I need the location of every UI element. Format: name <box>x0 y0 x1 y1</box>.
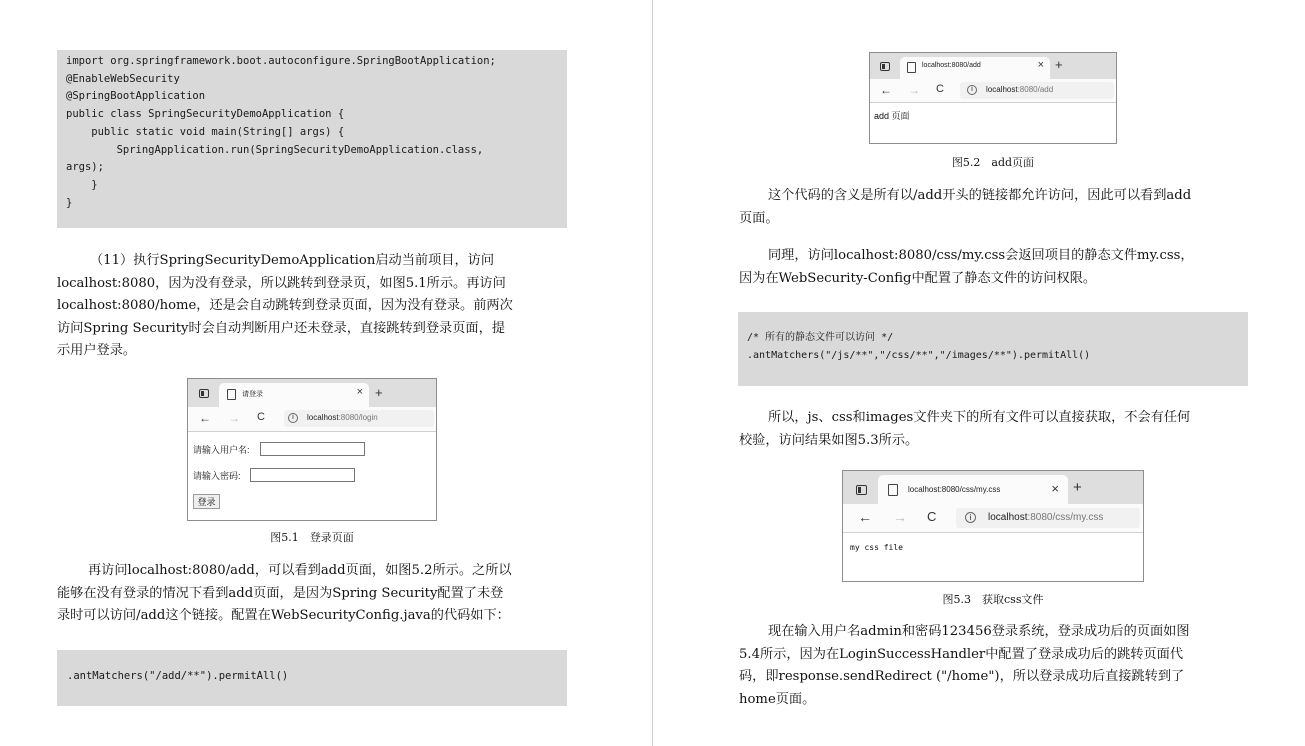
code-block-static-files: /* 所有的静态文件可以访问 */ .antMatchers("/js/**","/css/**","/images/**").permitAll() <box>738 312 1248 386</box>
text-line: 现在输入用户名admin和密码123456登录系统，登录成功后的页面如图 <box>768 624 1190 639</box>
text-line: localhost:8080，因为没有登录，所以跳转到登录页，如图5.1所示。再访问 <box>57 275 506 291</box>
text-line: 录时可以访问/add这个链接。配置在WebSecurityConfig.java的代码如下： <box>57 608 510 623</box>
browser-tab[interactable] <box>878 475 1068 504</box>
window-icon <box>856 485 867 495</box>
url-host: localhost <box>307 413 339 422</box>
add-page-screenshot <box>869 52 1117 144</box>
info-icon[interactable]: i <box>288 413 298 423</box>
window-icon <box>880 62 890 71</box>
figure-caption: 图5.3 获取css文件 <box>942 593 1044 606</box>
navigation-bar <box>188 407 436 432</box>
navigation-bar <box>870 79 1116 103</box>
text-line: home页面。 <box>739 691 816 707</box>
reload-icon[interactable]: C <box>936 83 944 95</box>
text-line: 能够在没有登录的情况下看到add页面，是因为Spring Security配置了未登 <box>57 585 504 601</box>
tab-title: localhost:8080/css/my.css <box>908 485 1001 494</box>
new-tab-icon[interactable]: + <box>375 385 383 400</box>
page-content <box>188 432 436 521</box>
username-label: 请输入用户名: <box>193 445 250 455</box>
page-content <box>870 103 1116 144</box>
tab-bar <box>188 379 436 407</box>
back-icon[interactable]: ← <box>199 411 211 425</box>
url-text <box>307 413 378 422</box>
tab-bar <box>870 53 1116 79</box>
document-icon <box>907 62 916 73</box>
page-divider <box>652 0 653 746</box>
address-bar[interactable] <box>960 82 1114 99</box>
page-body-text: add 页面 <box>874 111 910 121</box>
close-icon[interactable]: × <box>356 386 363 398</box>
url-path: :8080/css/my.css <box>1027 512 1104 523</box>
address-bar[interactable] <box>956 508 1140 528</box>
text-line: 所以，js、css和images文件夹下的所有文件可以直接获取，不会有任何 <box>768 410 1191 425</box>
info-icon[interactable]: i <box>965 512 976 523</box>
browser-tab[interactable] <box>219 383 369 407</box>
tab-title: localhost:8080/add <box>922 62 981 69</box>
url-path: :8080/login <box>338 413 378 422</box>
new-tab-icon[interactable]: + <box>1055 57 1063 72</box>
password-input[interactable] <box>250 468 355 482</box>
text-line: 示用户登录。 <box>57 343 137 358</box>
text-line: 访问Spring Security时会自动判断用户还未登录，直接跳转到登录页面，提 <box>57 320 505 336</box>
text-line: 码，即response.sendRedirect ("/home")，所以登录成功后直接跳转到了 <box>739 669 1185 684</box>
text-line: localhost:8080/home，还是会自动跳转到登录页面，因为没有登录。前两次 <box>57 298 513 313</box>
code-block-main: import org.springframework.boot.autoconfigure.SpringBootApplication; @EnableWebSecurity @SpringBootApplication public class SpringSecurityDemoApplication { public static void main(String[] args) { SpringApplication.run(SpringSecurityDemoApplication.class, args); } } <box>57 50 567 228</box>
text-line: 校验，访问结果如图5.3所示。 <box>739 432 919 448</box>
text-line: 同理，访问localhost:8080/css/my.css会返回项目的静态文件my.css， <box>768 248 1194 263</box>
text-line: 因为在WebSecurity-Config中配置了静态文件的访问权限。 <box>739 270 1097 286</box>
login-page-screenshot <box>187 378 437 521</box>
url-text <box>988 512 1103 523</box>
text-line: 页面。 <box>739 210 779 226</box>
text-line: 这个代码的含义是所有以/add开头的链接都允许访问，因此可以看到add <box>768 188 1192 203</box>
forward-icon[interactable]: → <box>228 411 240 425</box>
page-content <box>843 533 1143 582</box>
paragraph-login-success <box>739 621 1254 711</box>
browser-tab[interactable] <box>900 57 1050 79</box>
paragraph-add-meaning <box>739 185 1254 230</box>
new-tab-icon[interactable]: + <box>1073 479 1082 496</box>
text-line: （11）执行SpringSecurityDemoApplication启动当前项目，访问 <box>90 253 495 268</box>
address-bar[interactable] <box>284 410 434 427</box>
page-body-text: my css file <box>850 543 903 552</box>
login-button[interactable]: 登录 <box>193 494 220 509</box>
paragraph-intro <box>57 250 572 363</box>
text-line: 5.4所示，因为在LoginSuccessHandler中配置了登录成功后的跳转页面代 <box>739 646 1184 662</box>
info-icon[interactable]: i <box>967 85 977 95</box>
tab-bar <box>843 471 1143 504</box>
document-icon <box>227 389 236 400</box>
document-icon <box>888 484 898 496</box>
paragraph-static-files <box>739 245 1254 290</box>
css-file-screenshot <box>842 470 1144 582</box>
close-icon[interactable]: × <box>1051 481 1059 496</box>
forward-icon[interactable]: → <box>893 509 907 525</box>
url-text <box>986 85 1053 94</box>
username-input[interactable] <box>260 442 365 456</box>
paragraph-static-access <box>739 407 1254 452</box>
window-icon <box>199 389 209 398</box>
figure-caption: 图5.2 add页面 <box>951 156 1035 169</box>
close-icon[interactable]: × <box>1037 59 1044 71</box>
tab-title: 请登录 <box>242 391 263 398</box>
figure-caption: 图5.1 登录页面 <box>270 531 354 544</box>
back-icon[interactable]: ← <box>880 83 892 97</box>
url-host: localhost <box>988 512 1028 523</box>
reload-icon[interactable]: C <box>257 411 265 423</box>
password-label: 请输入密码: <box>193 471 241 481</box>
forward-icon[interactable]: → <box>908 83 920 97</box>
url-host: localhost <box>986 85 1018 94</box>
text-line: 再访问localhost:8080/add，可以看到add页面，如图5.2所示。之所以 <box>88 563 512 578</box>
url-path: :8080/add <box>1017 85 1054 94</box>
navigation-bar <box>843 504 1143 533</box>
back-icon[interactable]: ← <box>858 509 872 525</box>
paragraph-add <box>57 560 572 628</box>
reload-icon[interactable]: C <box>927 509 937 524</box>
code-block-antmatchers-add: .antMatchers("/add/**").permitAll() <box>57 650 567 706</box>
